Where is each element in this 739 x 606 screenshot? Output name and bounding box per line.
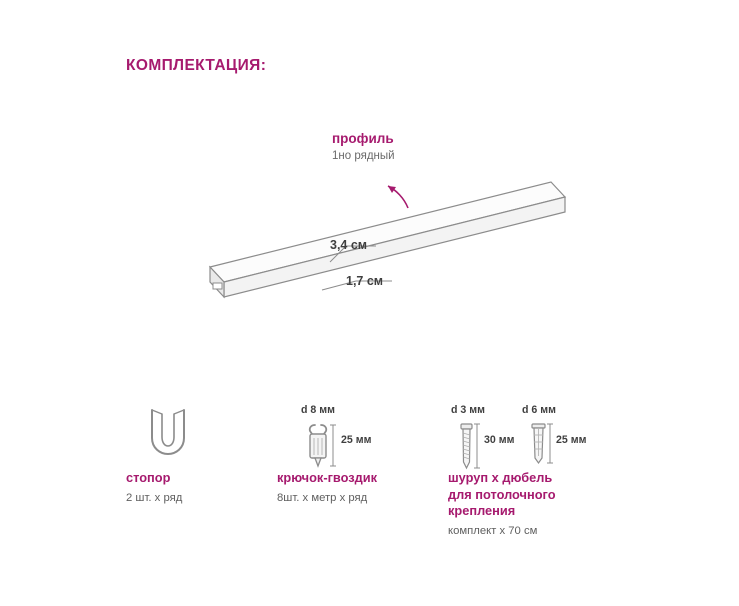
hook-nail-icon-area — [277, 398, 447, 468]
stopper-clip-icon — [136, 404, 206, 468]
dowel-diameter-label: d 6 мм — [522, 404, 556, 416]
screw-dowel-name-line-1: шуруп х дюбель — [448, 470, 553, 485]
hook-nail-length-label: 25 мм — [341, 434, 372, 446]
profile-drawing — [180, 150, 600, 330]
screw-length-label: 30 мм — [484, 434, 515, 446]
profile-dimension-width: 3,4 см — [330, 238, 368, 252]
stopor-name: стопор — [126, 470, 171, 485]
screw-dowel-qty: комплект х 70 см — [448, 524, 538, 537]
page-title: КОМПЛЕКТАЦИЯ: — [126, 57, 267, 74]
screw-dowel-icon-area — [448, 398, 678, 468]
profile-dimension-height: 1,7 см — [346, 274, 384, 288]
hook-nail-diameter-label: d 8 мм — [301, 404, 335, 416]
hook-nail-icon — [301, 422, 357, 482]
profile-sublabel: 1но рядный — [332, 149, 395, 162]
component-screw-dowel — [448, 398, 678, 539]
screw-dowel-name-line-3: крепления — [448, 503, 516, 519]
stopor-icon-area — [126, 398, 276, 468]
components-row — [0, 398, 739, 598]
profile-label: профиль — [332, 131, 394, 146]
hook-nail-qty: 8шт. х метр х ряд — [277, 491, 368, 504]
screw-dowel-name-line-2: для потолочного — [448, 486, 556, 502]
screw-diameter-label: d 3 мм — [451, 404, 485, 416]
dowel-length-label: 25 мм — [556, 434, 587, 446]
screw-icon — [454, 422, 498, 482]
hook-nail-name: крючок-гвоздик — [277, 470, 378, 485]
stopor-qty: 2 шт. х ряд — [126, 491, 183, 504]
dowel-icon — [526, 422, 570, 482]
component-stopor — [126, 398, 276, 506]
component-hook-nail — [277, 398, 447, 506]
